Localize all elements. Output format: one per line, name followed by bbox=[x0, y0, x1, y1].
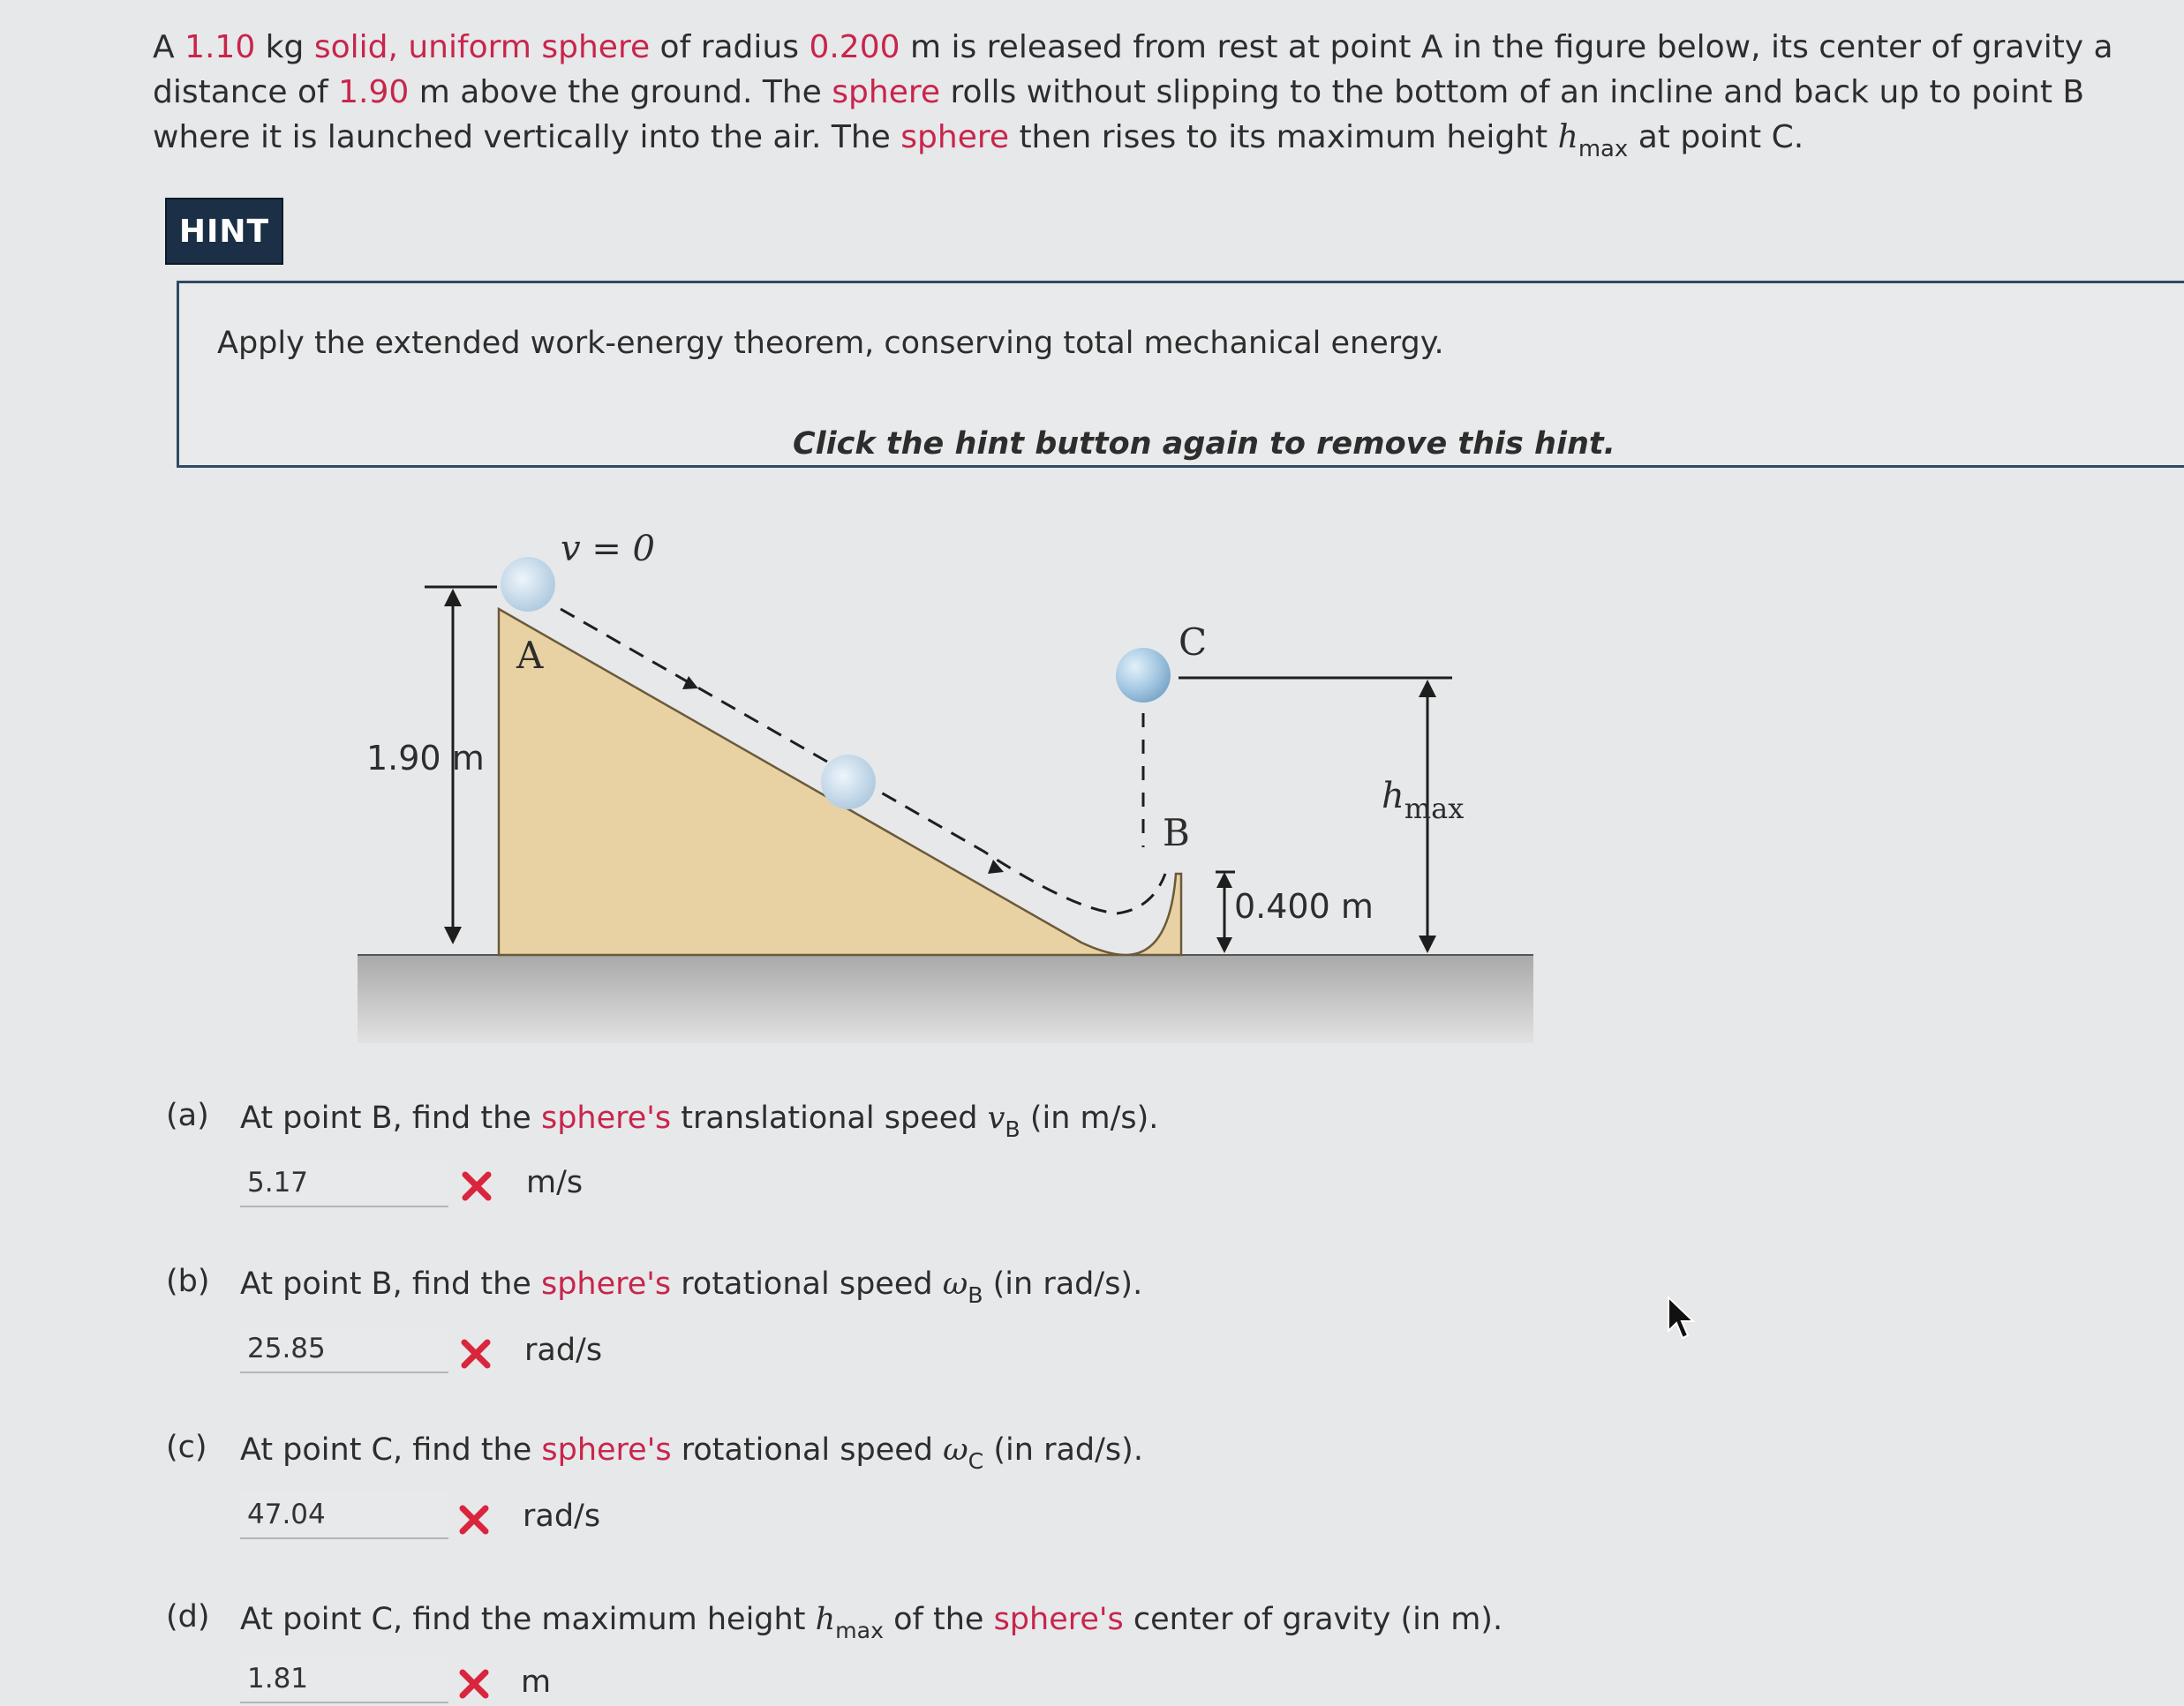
radius-value: 0.200 bbox=[809, 29, 900, 65]
question-text-part: translational speed bbox=[671, 1101, 988, 1136]
point-b-label: B bbox=[1163, 811, 1190, 854]
sphere-at-a bbox=[501, 557, 555, 612]
problem-text-part: kg bbox=[255, 29, 314, 65]
hint-text: Apply the extended work-energy theorem, conserving total mechanical energy. bbox=[217, 326, 1444, 361]
question-c-label: (c) bbox=[166, 1430, 207, 1465]
incorrect-icon bbox=[457, 1667, 491, 1701]
question-d-label: (d) bbox=[166, 1599, 210, 1635]
sphere-term: sphere's bbox=[541, 1432, 672, 1468]
sphere-term: sphere's bbox=[540, 1266, 672, 1302]
point-a-label: A bbox=[516, 634, 544, 677]
velocity-label: v = 0 bbox=[561, 529, 655, 569]
sphere-term: sphere bbox=[900, 119, 1009, 156]
hint-button[interactable]: HINT bbox=[165, 198, 283, 265]
sphere-at-c bbox=[1116, 648, 1171, 703]
question-b-label: (b) bbox=[166, 1264, 210, 1299]
question-text-part: At point C, find the bbox=[240, 1432, 542, 1468]
problem-text-part: then rises to its maximum height bbox=[1009, 119, 1558, 156]
incorrect-icon bbox=[457, 1503, 491, 1537]
height-dimension-label: 1.90 m bbox=[366, 739, 485, 778]
question-d-text bbox=[240, 1602, 1503, 1643]
incorrect-icon bbox=[460, 1169, 493, 1203]
hint-box bbox=[177, 281, 2184, 468]
question-text-part: (in rad/s). bbox=[983, 1432, 1143, 1468]
mouse-cursor-icon bbox=[1667, 1296, 1697, 1342]
problem-text-part: of radius bbox=[650, 29, 810, 65]
hint-remove-instruction: Click the hint button again to remove this hint. bbox=[793, 426, 1615, 462]
answer-d-input[interactable] bbox=[240, 1656, 448, 1703]
problem-text-part: at point C. bbox=[1628, 119, 1804, 156]
hmax-symbol: h bbox=[1557, 119, 1578, 156]
question-text-part: At point B, find the bbox=[240, 1101, 541, 1136]
problem-text bbox=[153, 25, 2174, 163]
ground bbox=[358, 955, 1533, 1043]
problem-statement bbox=[153, 25, 2174, 163]
subscript: B bbox=[968, 1281, 983, 1308]
symbol: ω bbox=[942, 1266, 968, 1302]
answer-d-unit: m bbox=[521, 1665, 552, 1700]
answer-c-unit: rad/s bbox=[523, 1499, 601, 1534]
question-text-part: (in m/s). bbox=[1020, 1101, 1159, 1136]
hmax-label-subscript: max bbox=[1404, 792, 1465, 825]
question-text-part: center of gravity (in m). bbox=[1123, 1602, 1503, 1637]
subscript: B bbox=[1005, 1116, 1020, 1142]
hmax-label bbox=[1382, 776, 1464, 825]
question-a-label: (a) bbox=[166, 1098, 209, 1133]
answer-a-unit: m/s bbox=[526, 1165, 584, 1200]
hmax-subscript: max bbox=[1578, 136, 1629, 163]
question-text-part: rotational speed bbox=[671, 1432, 944, 1468]
point-c-label: C bbox=[1179, 620, 1208, 664]
question-a-text bbox=[240, 1101, 1159, 1142]
problem-text-part: m is released from rest at point A in the figure below, its center of gravity a distance of bbox=[153, 29, 2113, 111]
problem-text-part: m above the ground. The bbox=[409, 74, 832, 111]
question-text-part: of the bbox=[884, 1602, 994, 1637]
b-height-dimension-label: 0.400 m bbox=[1234, 887, 1374, 926]
height-value: 1.90 bbox=[338, 74, 410, 111]
symbol: v bbox=[987, 1101, 1005, 1136]
arrow-head bbox=[682, 676, 698, 689]
answer-a-input[interactable] bbox=[240, 1160, 448, 1207]
sphere-term: sphere's bbox=[993, 1602, 1124, 1637]
subscript: max bbox=[835, 1617, 884, 1643]
incorrect-icon bbox=[459, 1337, 493, 1371]
sphere-term: sphere's bbox=[540, 1101, 672, 1136]
question-c-text bbox=[240, 1432, 1143, 1474]
problem-text-part: rolls without slipping to the bottom of an incline and back up to point B where it is launched vertically into the air. The bbox=[153, 74, 2085, 156]
question-b-text bbox=[240, 1266, 1143, 1308]
answer-c-input[interactable] bbox=[240, 1492, 448, 1539]
answer-b-unit: rad/s bbox=[524, 1333, 603, 1368]
symbol: h bbox=[815, 1602, 836, 1637]
question-text-part: At point C, find the maximum height bbox=[240, 1602, 816, 1637]
mass-value: 1.10 bbox=[185, 29, 256, 65]
answer-b-input[interactable] bbox=[240, 1326, 448, 1373]
hmax-label-symbol: h bbox=[1382, 776, 1405, 816]
problem-text-part: A bbox=[153, 29, 185, 65]
sphere-term: solid, uniform sphere bbox=[313, 29, 651, 65]
physics-figure bbox=[349, 521, 1558, 1050]
question-text-part: At point B, find the bbox=[240, 1266, 541, 1302]
sphere-on-incline bbox=[821, 755, 876, 809]
symbol: ω bbox=[943, 1432, 968, 1468]
question-text-part: (in rad/s). bbox=[983, 1266, 1143, 1302]
sphere-term: sphere bbox=[832, 74, 940, 111]
question-text-part: rotational speed bbox=[671, 1266, 943, 1302]
subscript: C bbox=[968, 1447, 984, 1474]
